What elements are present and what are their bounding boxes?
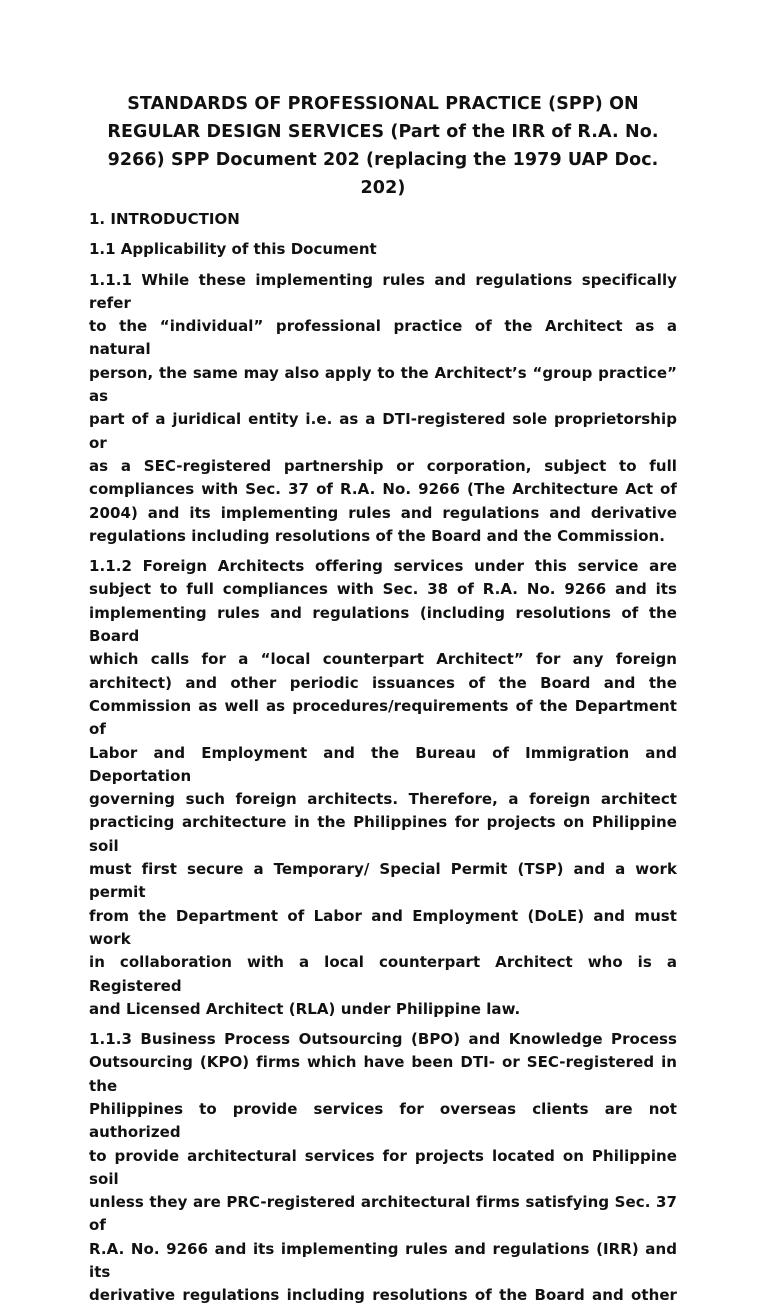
document-title [89,90,677,202]
paragraph-line: person, the same may also apply to the Architect’s “group practice” as [89,363,677,406]
paragraph-line: governing such foreign architects. Therefore, a foreign architect [89,790,677,809]
paragraph-line: Commission as well as procedures/requirements of the Department of [89,696,677,739]
paragraph-line: to the “individual” professional practice of the Architect as a natural [89,317,677,359]
paragraph-1-1-1 [89,269,677,549]
paragraph-line: derivative regulations including resolutions of the Board and other [89,1286,677,1305]
paragraph-line: practicing architecture in the Philippines for projects on Philippine soil [89,813,677,855]
document-page [89,90,677,1315]
paragraph-line: unless they are PRC-registered architectural firms satisfying Sec. 37 of [89,1193,677,1235]
paragraph-line: 1.1.3 Business Process Outsourcing (BPO) and Knowledge Process [89,1030,677,1049]
paragraph-line: Philippines to provide services for overseas clients are not authorized [89,1099,677,1142]
paragraph-line: 1.1.2 Foreign Architects offering services under this service are [89,557,677,576]
section-heading: 1. INTRODUCTION [89,210,240,228]
paragraph-line: from the Department of Labor and Employment (DoLE) and must work [89,906,677,948]
paragraph-line: 1.1.1 While these implementing rules and regulations specifically refer [89,270,677,312]
paragraph-line: architect) and other periodic issuances of the Board and the [89,673,677,692]
title-line: STANDARDS OF PROFESSIONAL PRACTICE (SPP) ON [127,94,639,114]
paragraph-line: which calls for a “local counterpart Architect” for any foreign [89,650,677,669]
paragraph-line: and Licensed Architect (RLA) under Philippine law. [89,999,521,1018]
paragraph-line: 2004) and its implementing rules and regulations and derivative [89,503,677,522]
paragraph-line: implementing rules and regulations (including resolutions of the Board [89,603,677,646]
paragraph-line: as a SEC-registered partnership or corporation, subject to full [89,456,677,475]
title-line: 9266) SPP Document 202 (replacing the 1979 UAP Doc. 202) [107,150,659,198]
paragraph-line: compliances with Sec. 37 of R.A. No. 9266 (The Architecture Act of [89,480,677,499]
title-line: REGULAR DESIGN SERVICES (Part of the IRR of R.A. No. [107,122,659,142]
subsection-heading: 1.1 Applicability of this Document [89,240,377,259]
paragraph-line: subject to full compliances with Sec. 38 of R.A. No. 9266 and its [89,580,677,599]
paragraph-line: must first secure a Temporary/ Special Permit (TSP) and a work permit [89,860,677,902]
paragraph-line: Labor and Employment and the Bureau of Immigration and Deportation [89,743,677,785]
paragraph-line: part of a juridical entity i.e. as a DTI-registered sole proprietorship or [89,410,677,452]
paragraph-line: R.A. No. 9266 and its implementing rules and regulations (IRR) and its [89,1239,677,1282]
paragraph-line: in collaboration with a local counterpart Architect who is a Registered [89,953,677,995]
paragraph-line: Outsourcing (KPO) firms which have been DTI- or SEC-registered in the [89,1053,677,1095]
paragraph-line: regulations including resolutions of the Board and the Commission. [89,526,666,545]
paragraph-1-1-3 [89,1028,677,1308]
paragraph-line: to provide architectural services for projects located on Philippine soil [89,1146,677,1188]
paragraph-1-1-2 [89,555,677,1021]
